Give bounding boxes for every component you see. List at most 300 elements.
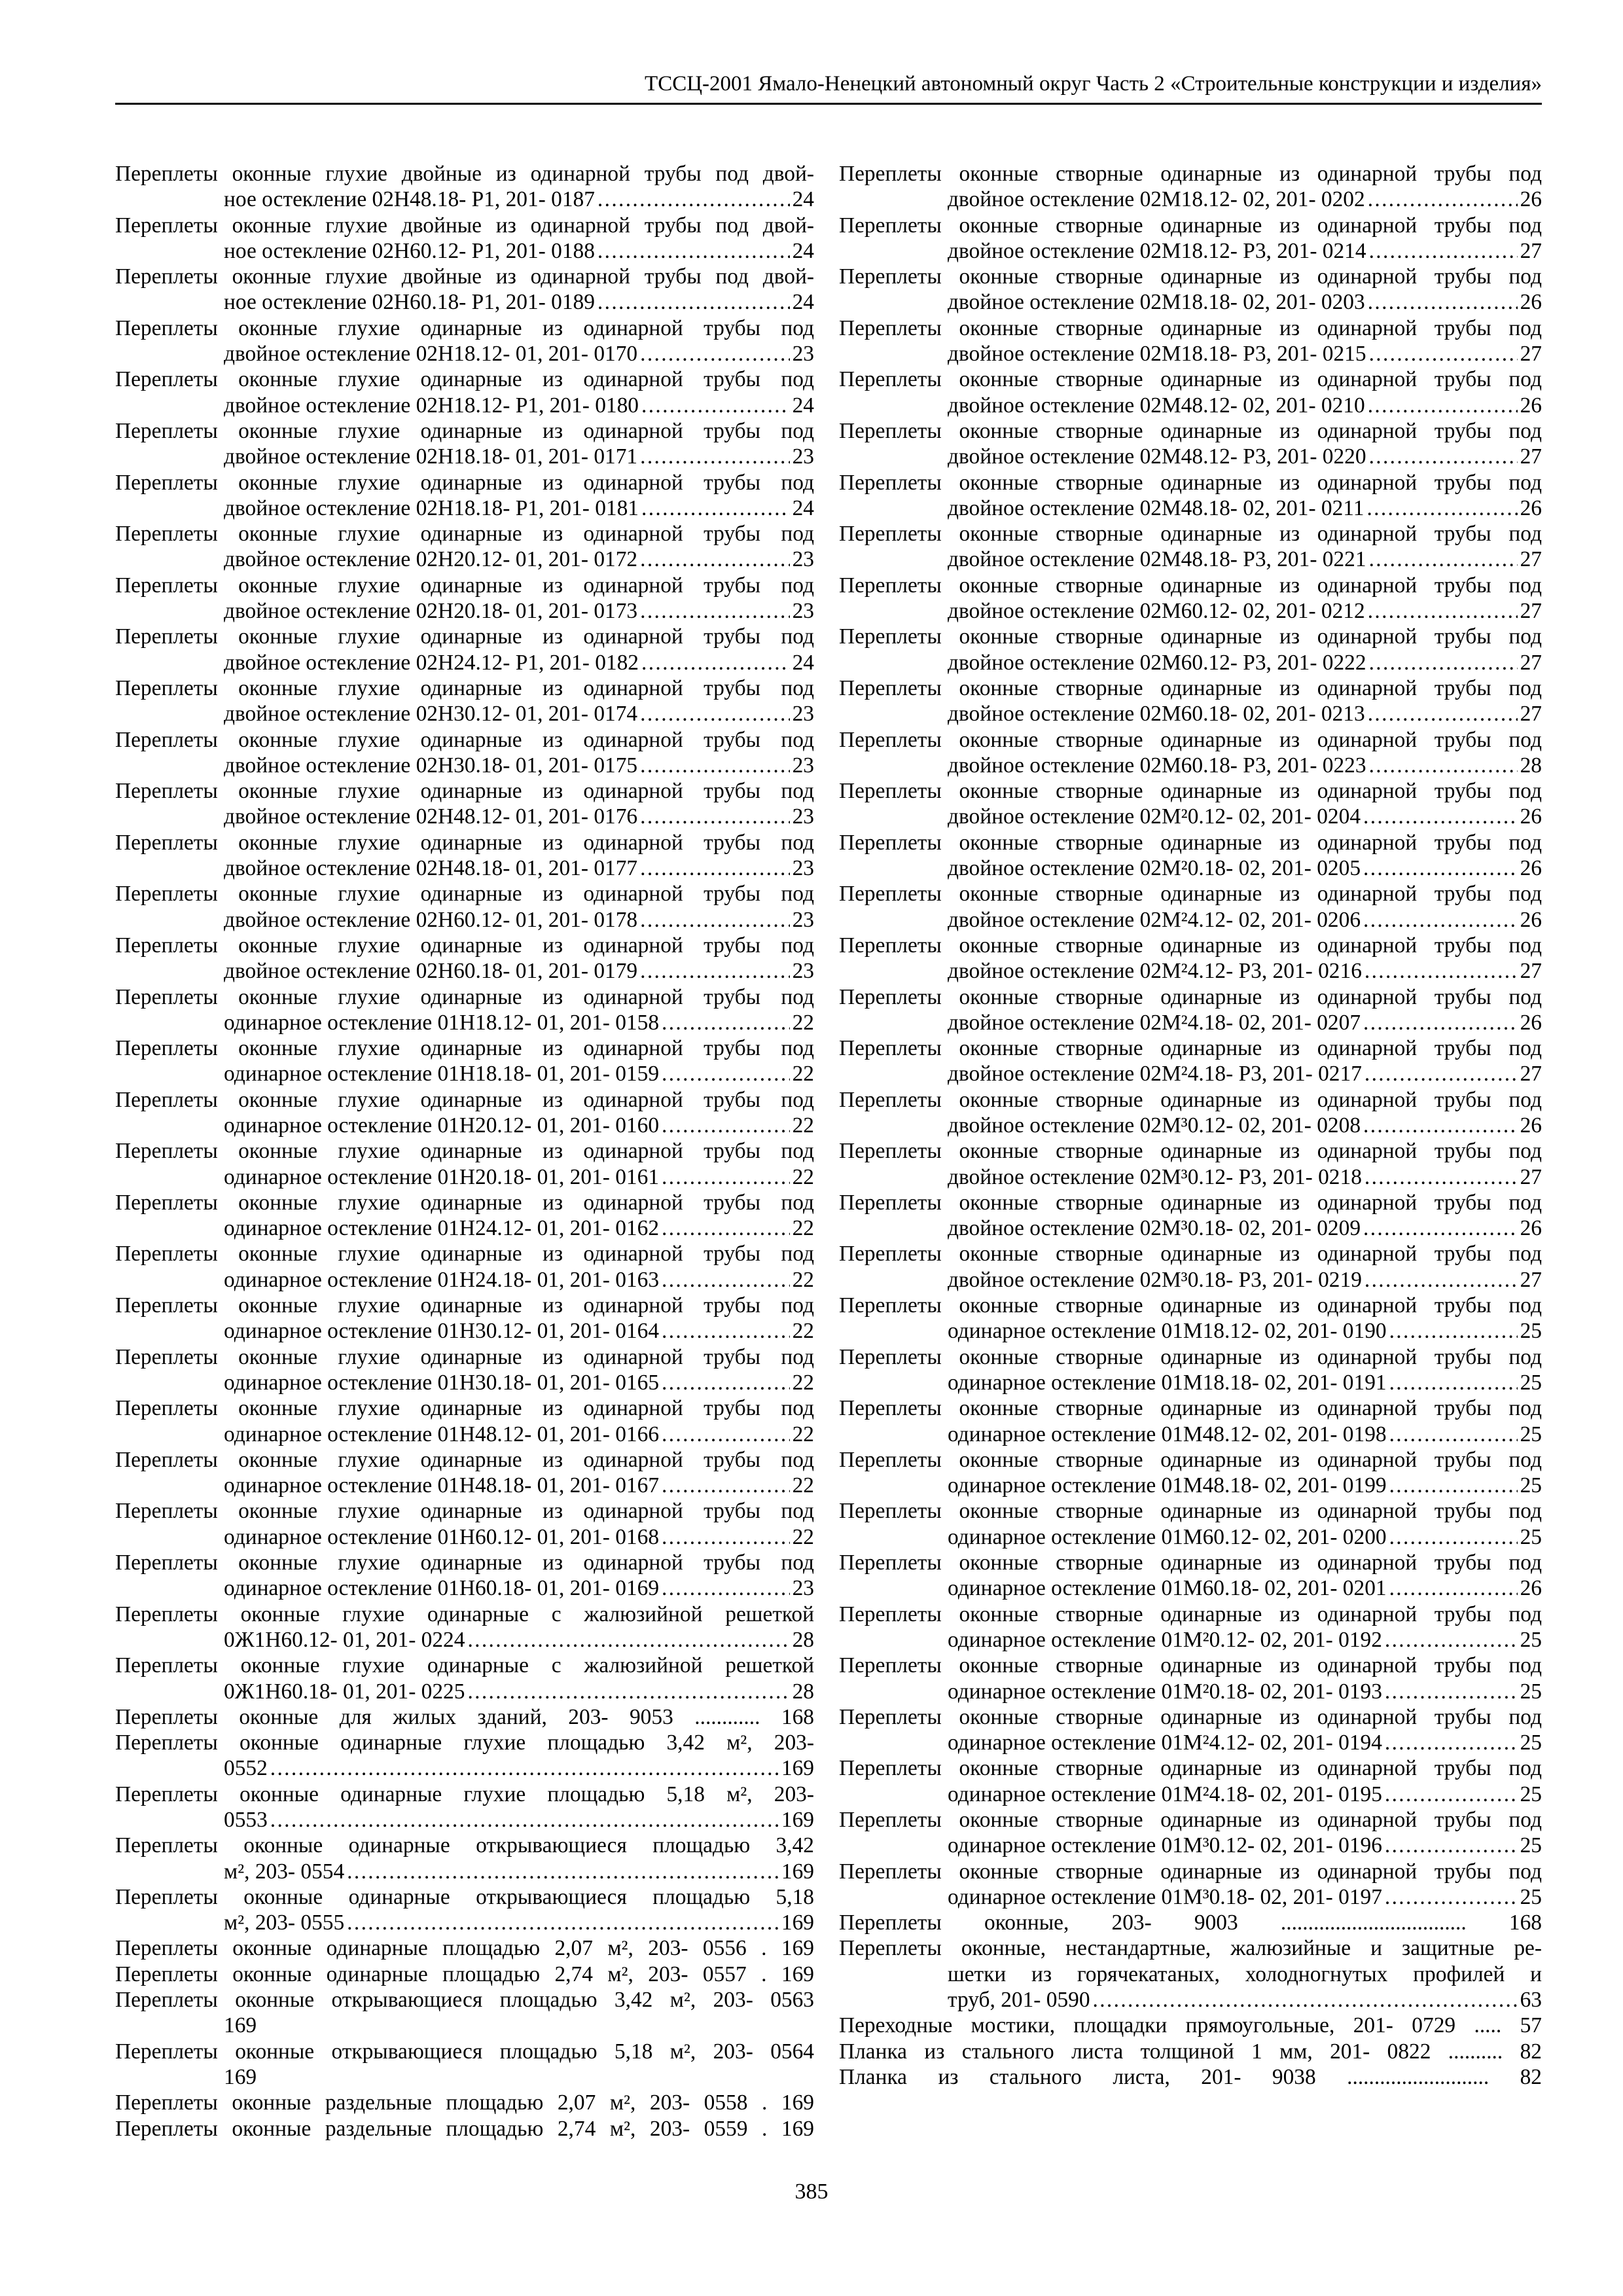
entry-text: Переплеты оконные глухие одинарные из одинарной трубы под <box>115 1499 814 1524</box>
entry-continuation <box>115 1575 814 1601</box>
page-reference: 22 <box>792 1267 814 1292</box>
page-reference: 27 <box>1520 238 1542 263</box>
entry-designation: двойное остекление 02Н24.12- Р1, 201- 0182 <box>224 650 639 675</box>
entry-text: Переплеты оконные створные одинарные из одинарной трубы под <box>839 470 1542 495</box>
page-reference: 23 <box>792 753 814 778</box>
entry-text: Переплеты оконные створные одинарные из одинарной трубы под <box>839 315 1542 340</box>
index-entry <box>839 1138 1542 1190</box>
entry-continuation <box>115 495 814 521</box>
index-entry <box>839 1190 1542 1242</box>
entry-designation: одинарное остекление 01Н30.18- 01, 201- 0165 <box>224 1370 660 1395</box>
index-entry <box>839 1807 1542 1859</box>
entry-text: Переплеты оконные глухие одинарные из одинарной трубы под <box>115 1293 814 1318</box>
entry-designation: одинарное остекление 01М³0.18- 02, 201- 0197 <box>948 1884 1382 1909</box>
index-entry <box>839 1653 1542 1704</box>
entry-text: Переплеты оконные глухие одинарные из одинарной трубы под <box>115 1036 814 1061</box>
page-reference: 63 <box>1520 1988 1542 2013</box>
dot-leader <box>640 907 789 933</box>
entry-text: Переплеты оконные глухие двойные из одинарной трубы под двой- <box>115 264 814 289</box>
entry-designation: м², 203- 0554 <box>224 1859 345 1884</box>
entry-designation: ное остекление 02Н48.18- Р1, 201- 0187 <box>224 187 595 212</box>
entry-continuation <box>839 1113 1542 1138</box>
entry-designation: одинарное остекление 01Н20.12- 01, 201- 0160 <box>224 1113 660 1138</box>
entry-text: Переплеты оконные створные одинарные из одинарной трубы под <box>839 1859 1542 1884</box>
page-reference: 26 <box>1520 495 1542 520</box>
entry-designation: двойное остекление 02Н18.18- Р1, 201- 0181 <box>224 495 639 520</box>
page-reference: 23 <box>792 804 814 829</box>
dot-leader <box>1366 495 1517 521</box>
entry-text: Переплеты оконные створные одинарные из одинарной трубы под <box>839 933 1542 958</box>
entry-text: Переплеты оконные створные одинарные из одинарной трубы под <box>839 1551 1542 1575</box>
index-entry <box>839 1602 1542 1653</box>
dot-leader <box>1389 1318 1518 1344</box>
entry-text: Переплеты оконные створные одинарные из одинарной трубы под <box>839 1396 1542 1421</box>
index-entry <box>839 624 1542 675</box>
index-entry <box>839 830 1542 882</box>
dot-leader <box>1368 598 1518 624</box>
entry-text: Переплеты оконные створные одинарные из одинарной трубы под <box>839 779 1542 804</box>
index-entry <box>839 573 1542 624</box>
entry-designation: ное остекление 02Н60.18- Р1, 201- 0189 <box>224 290 595 315</box>
entry-continuation <box>115 2013 814 2038</box>
entry-designation: двойное остекление 02М18.12- Р3, 201- 0214 <box>948 238 1366 263</box>
entry-designation: 0Ж1Н60.18- 01, 201- 0225 <box>224 1679 465 1704</box>
dot-leader <box>1389 1422 1518 1447</box>
page-reference: 23 <box>792 342 814 367</box>
index-entry <box>115 161 814 213</box>
entry-designation: 0552 <box>224 1756 268 1781</box>
page-reference: 25 <box>1520 1473 1542 1498</box>
entry-designation: одинарное остекление 01М60.18- 02, 201- 0201 <box>948 1576 1387 1601</box>
index-entry <box>115 1884 814 1936</box>
dot-leader <box>597 238 790 264</box>
entry-continuation <box>115 393 814 418</box>
running-header: ТССЦ-2001 Ямало-Ненецкий автономный округ Часть 2 «Строительные конструкции и изделия» <box>645 72 1542 96</box>
entry-continuation <box>839 238 1542 264</box>
dot-leader <box>640 958 789 984</box>
page-reference: 28 <box>792 1679 814 1704</box>
index-entry <box>115 1962 814 1987</box>
index-entry <box>115 1498 814 1550</box>
entry-continuation <box>839 1833 1542 1858</box>
index-entry <box>839 933 1542 984</box>
entry-continuation <box>115 598 814 624</box>
entry-text: Переплеты оконные створные одинарные из одинарной трубы под <box>839 1602 1542 1626</box>
entry-continuation <box>839 1422 1542 1447</box>
page-reference: 26 <box>1520 290 1542 315</box>
index-entry <box>839 161 1542 213</box>
dot-leader <box>1385 1627 1518 1653</box>
dot-leader <box>1364 958 1518 984</box>
page-number: 385 <box>794 2179 829 2204</box>
entry-continuation <box>115 1679 814 1704</box>
dot-leader <box>662 1575 790 1601</box>
entry-text: Переплеты оконные створные одинарные из одинарной трубы под <box>839 727 1542 752</box>
page-reference: 26 <box>1520 1010 1542 1035</box>
entry-designation: двойное остекление 02Н18.12- 01, 201- 0170 <box>224 342 638 367</box>
entry-continuation <box>115 1318 814 1344</box>
entry-designation: двойное остекление 02М18.12- 02, 201- 0202 <box>948 187 1365 212</box>
page-reference: 23 <box>792 907 814 932</box>
entry-text: Переплеты оконные, нестандартные, жалюзийные и защитные ре- <box>839 1936 1542 1961</box>
entry-text: Планка из стального листа, 201- 9038 .......................... 82 <box>839 2064 1542 2089</box>
dot-leader <box>1369 444 1518 469</box>
dot-leader <box>662 1215 790 1241</box>
entry-continuation <box>839 804 1542 829</box>
dot-leader <box>1363 1113 1518 1138</box>
entry-continuation <box>115 547 814 572</box>
index-entry <box>115 933 814 984</box>
page-reference: 26 <box>1520 1576 1542 1601</box>
entry-text: Переплеты оконные глухие одинарные из одинарной трубы под <box>115 367 814 392</box>
entry-text: Переплеты оконные одинарные глухие площадью 3,42 м², 203- <box>115 1731 814 1755</box>
dot-leader <box>1093 1987 1518 2013</box>
page-reference: 27 <box>1520 1267 1542 1292</box>
dot-leader <box>1369 547 1518 572</box>
dot-leader <box>662 1524 790 1550</box>
index-entry <box>839 1498 1542 1550</box>
entry-continuation <box>115 1524 814 1550</box>
page-reference: 22 <box>792 1164 814 1189</box>
dot-leader <box>1364 1061 1518 1086</box>
entry-designation: двойное остекление 02М²4.12- Р3, 201- 0216 <box>948 959 1362 984</box>
entry-text: Переплеты оконные створные одинарные из одинарной трубы под <box>839 522 1542 547</box>
index-entry <box>115 315 814 367</box>
entry-text: Переплеты оконные глухие двойные из одинарной трубы под двой- <box>115 162 814 186</box>
page-reference: 22 <box>792 1473 814 1498</box>
entry-text: Переплеты оконные глухие одинарные из одинарной трубы под <box>115 1139 814 1164</box>
dot-leader <box>597 289 790 315</box>
dot-leader <box>662 1061 790 1086</box>
entry-designation: одинарное остекление 01М³0.12- 02, 201- 0196 <box>948 1833 1382 1858</box>
dot-leader <box>1363 804 1518 829</box>
entry-designation: двойное остекление 02М²4.18- Р3, 201- 0217 <box>948 1062 1362 1086</box>
entry-text: Переплеты оконные глухие двойные из одинарной трубы под двой- <box>115 213 814 238</box>
entry-continuation <box>115 1267 814 1293</box>
index-entry <box>839 1755 1542 1807</box>
dot-leader <box>1389 1524 1518 1550</box>
entry-continuation <box>839 1884 1542 1910</box>
entry-designation: двойное остекление 02М³0.12- 02, 201- 0208 <box>948 1113 1361 1138</box>
page-reference: 27 <box>1520 1062 1542 1086</box>
dot-leader <box>1363 855 1518 881</box>
entry-text: Переплеты оконные глухие одинарные из одинарной трубы под <box>115 522 814 547</box>
page-reference: 27 <box>1520 444 1542 469</box>
entry-text: Переплеты оконные створные одинарные из одинарной трубы под <box>839 367 1542 392</box>
page-reference: 169 <box>781 1808 814 1832</box>
entry-continuation <box>115 804 814 829</box>
entry-continuation <box>115 907 814 933</box>
page-reference: 27 <box>1520 650 1542 675</box>
entry-text: Переплеты оконные глухие одинарные из одинарной трубы под <box>115 830 814 855</box>
entry-text: Переплеты оконные створные одинарные из одинарной трубы под <box>839 264 1542 289</box>
entry-continuation <box>115 855 814 881</box>
index-entry <box>115 2116 814 2142</box>
dot-leader <box>662 1370 790 1395</box>
index-entry <box>839 418 1542 470</box>
entry-designation: двойное остекление 02М18.18- 02, 201- 0203 <box>948 290 1365 315</box>
page-reference: 22 <box>792 1113 814 1138</box>
page-reference: 26 <box>1520 907 1542 932</box>
page-reference: 25 <box>1520 1524 1542 1549</box>
entry-text: Переплеты оконные глухие одинарные из одинарной трубы под <box>115 1087 814 1112</box>
entry-continuation <box>115 1061 814 1086</box>
entry-designation: одинарное остекление 01Н18.18- 01, 201- 0159 <box>224 1062 660 1086</box>
index-entry <box>115 830 814 882</box>
dot-leader <box>640 598 789 624</box>
index-entry <box>839 315 1542 367</box>
entry-text-continued: шетки из горячекатаных, холодногнутых профилей и <box>948 1962 1542 1986</box>
entry-continuation <box>115 1010 814 1035</box>
entry-text: Переплеты оконные открывающиеся площадью 5,18 м², 203- 0564 <box>115 2039 814 2064</box>
index-entry <box>115 1782 814 1833</box>
dot-leader <box>662 1473 790 1498</box>
entry-text: Переплеты оконные глухие одинарные из одинарной трубы под <box>115 675 814 700</box>
entry-designation: двойное остекление 02М60.18- 02, 201- 0213 <box>948 702 1365 726</box>
dot-leader <box>1385 1730 1518 1755</box>
entry-designation: двойное остекление 02М³0.18- 02, 201- 0209 <box>948 1216 1361 1241</box>
entry-text: Переплеты оконные створные одинарные из одинарной трубы под <box>839 624 1542 649</box>
entry-continuation <box>839 1730 1542 1755</box>
entry-text: Переплеты оконные створные одинарные из одинарной трубы под <box>839 1447 1542 1472</box>
dot-leader <box>640 701 789 726</box>
dot-leader <box>1368 393 1518 418</box>
entry-text: Переплеты оконные створные одинарные из одинарной трубы под <box>839 162 1542 186</box>
dot-leader <box>1363 1215 1518 1241</box>
dot-leader <box>1364 1267 1518 1293</box>
index-entry <box>115 984 814 1036</box>
entry-text: Переплеты оконные глухие одинарные из одинарной трубы под <box>115 882 814 906</box>
entry-continuation <box>839 1061 1542 1086</box>
entry-continuation <box>839 1215 1542 1241</box>
entry-text: Переплеты оконные створные одинарные из одинарной трубы под <box>839 213 1542 238</box>
entry-continuation <box>839 1164 1542 1190</box>
entry-text: Переплеты оконные глухие одинарные из одинарной трубы под <box>115 779 814 804</box>
entry-continuation <box>839 598 1542 624</box>
index-entry <box>839 984 1542 1036</box>
entry-text: Планка из стального листа толщиной 1 мм, 201- 0822 .......... 82 <box>839 2039 1542 2064</box>
page-reference: 24 <box>792 393 814 418</box>
page-reference: 27 <box>1520 342 1542 367</box>
dot-leader <box>347 1859 779 1884</box>
entry-text: Переплеты оконные створные одинарные из одинарной трубы под <box>839 984 1542 1009</box>
index-entry <box>115 264 814 315</box>
entry-continuation <box>839 1010 1542 1035</box>
page-reference: 22 <box>792 1524 814 1549</box>
dot-leader <box>1368 701 1518 726</box>
entry-designation: двойное остекление 02М³0.18- Р3, 201- 0219 <box>948 1267 1362 1292</box>
entry-text: Переплеты оконные для жилых зданий, 203- 9053 ............ 168 <box>115 1704 814 1729</box>
entry-text: Переплеты оконные створные одинарные из одинарной трубы под <box>839 830 1542 855</box>
dot-leader <box>467 1679 789 1704</box>
entry-continuation <box>839 1318 1542 1344</box>
dot-leader <box>662 1010 790 1035</box>
entry-text: Переплеты оконные глухие одинарные с жалюзийной решеткой <box>115 1653 814 1678</box>
dot-leader <box>1385 1782 1518 1807</box>
entry-designation: двойное остекление 02М²4.18- 02, 201- 0207 <box>948 1010 1361 1035</box>
page-reference: 26 <box>1520 856 1542 881</box>
entry-designation: двойное остекление 02М18.18- Р3, 201- 0215 <box>948 342 1366 367</box>
page-reference: 26 <box>1520 1113 1542 1138</box>
entry-designation: двойное остекление 02Н60.12- 01, 201- 0178 <box>224 907 638 932</box>
entry-designation: двойное остекление 02Н30.12- 01, 201- 0174 <box>224 702 638 726</box>
entry-designation: двойное остекление 02М60.18- Р3, 201- 0223 <box>948 753 1366 778</box>
entry-text: Переплеты оконные одинарные открывающиеся площадью 5,18 <box>115 1884 814 1909</box>
dot-leader <box>1363 907 1518 933</box>
page-reference: 26 <box>1520 804 1542 829</box>
entry-designation: двойное остекление 02М48.18- 02, 201- 0211 <box>948 495 1364 520</box>
dot-leader <box>1389 1370 1518 1395</box>
index-entry <box>115 521 814 573</box>
index-entry <box>115 1087 814 1139</box>
dot-leader <box>597 187 790 212</box>
index-entry <box>115 1987 814 2039</box>
entry-continuation <box>115 1215 814 1241</box>
entry-designation: двойное остекление 02Н18.12- Р1, 201- 0180 <box>224 393 639 418</box>
entry-continuation <box>115 238 814 264</box>
entry-continuation <box>115 341 814 367</box>
entry-designation: 0553 <box>224 1808 268 1832</box>
entry-designation: двойное остекление 02Н48.18- 01, 201- 0177 <box>224 856 638 881</box>
entry-continuation <box>839 1370 1542 1395</box>
page-reference: 26 <box>1520 393 1542 418</box>
entry-text: Переплеты оконные створные одинарные из одинарной трубы под <box>839 1242 1542 1266</box>
entry-designation: двойное остекление 02Н18.18- 01, 201- 0171 <box>224 444 638 469</box>
entry-designation: одинарное остекление 01М²0.12- 02, 201- 0192 <box>948 1627 1382 1652</box>
index-entry <box>115 1602 814 1653</box>
entry-designation: 169 <box>224 2013 257 2038</box>
index-entry <box>115 573 814 624</box>
page-reference: 22 <box>792 1062 814 1086</box>
entry-text: Переплеты оконные глухие одинарные с жалюзийной решеткой <box>115 1602 814 1626</box>
entry-text: Переплеты оконные, 203- 9003 .................................. 168 <box>839 1910 1542 1935</box>
page-reference: 25 <box>1520 1627 1542 1652</box>
dot-leader <box>641 393 790 418</box>
entry-continuation <box>839 701 1542 726</box>
entry-continuation <box>839 855 1542 881</box>
entry-continuation <box>839 650 1542 675</box>
entry-continuation <box>839 1524 1542 1550</box>
page-reference: 23 <box>792 702 814 726</box>
dot-leader <box>347 1910 779 1935</box>
index-entry <box>839 1704 1542 1756</box>
entry-text: Переплеты оконные глухие одинарные из одинарной трубы под <box>115 1396 814 1421</box>
page-reference: 169 <box>781 1756 814 1781</box>
dot-leader <box>1364 1164 1518 1190</box>
entry-text: Переплеты оконные глухие одинарные из одинарной трубы под <box>115 1190 814 1215</box>
entry-text: Переплеты оконные створные одинарные из одинарной трубы под <box>839 1344 1542 1369</box>
entry-designation: одинарное остекление 01Н24.18- 01, 201- 0163 <box>224 1267 660 1292</box>
entry-designation: 0Ж1Н60.12- 01, 201- 0224 <box>224 1627 465 1652</box>
entry-continuation <box>839 753 1542 778</box>
entry-continuation <box>115 1473 814 1498</box>
index-entry <box>115 1190 814 1242</box>
entry-designation: труб, 201- 0590 <box>948 1988 1090 2013</box>
dot-leader <box>662 1113 790 1138</box>
entry-continuation <box>115 1755 814 1781</box>
index-entry <box>115 778 814 830</box>
index-entry <box>115 1653 814 1704</box>
entry-text: Переплеты оконные глухие одинарные из одинарной трубы под <box>115 1447 814 1472</box>
entry-text: Переплеты оконные створные одинарные из одинарной трубы под <box>839 1036 1542 1061</box>
dot-leader <box>1369 341 1518 367</box>
header-rule <box>115 103 1542 105</box>
page-reference: 27 <box>1520 959 1542 984</box>
index-entry <box>115 1447 814 1499</box>
page-reference: 24 <box>792 187 814 212</box>
dot-leader <box>1385 1679 1518 1704</box>
entry-designation: одинарное остекление 01М48.18- 02, 201- 0199 <box>948 1473 1387 1498</box>
entry-designation: одинарное остекление 01Н18.12- 01, 201- 0158 <box>224 1010 660 1035</box>
index-entry <box>115 1138 814 1190</box>
index-entry <box>839 367 1542 418</box>
page-reference: 27 <box>1520 547 1542 572</box>
entry-text: Переплеты оконные раздельные площадью 2,07 м², 203- 0558 . 169 <box>115 2090 814 2115</box>
entry-designation: двойное остекление 02Н20.18- 01, 201- 0173 <box>224 599 638 624</box>
entry-designation: двойное остекление 02М³0.12- Р3, 201- 0218 <box>948 1164 1362 1189</box>
dot-leader <box>640 804 789 829</box>
index-entry <box>115 2090 814 2115</box>
entry-text: Переплеты оконные створные одинарные из одинарной трубы под <box>839 1653 1542 1678</box>
index-entry <box>839 1087 1542 1139</box>
dot-leader <box>1389 1575 1518 1601</box>
page-reference: 23 <box>792 856 814 881</box>
entry-continuation <box>839 289 1542 315</box>
entry-text: Переплеты оконные створные одинарные из одинарной трубы под <box>839 1704 1542 1729</box>
dot-leader <box>1368 289 1518 315</box>
entry-text: Переплеты оконные створные одинарные из одинарной трубы под <box>839 1139 1542 1164</box>
dot-leader <box>1369 753 1518 778</box>
page-reference: 27 <box>1520 702 1542 726</box>
page-reference: 169 <box>781 1910 814 1935</box>
entry-designation: одинарное остекление 01М²4.12- 02, 201- 0194 <box>948 1731 1382 1755</box>
page-reference: 22 <box>792 1010 814 1035</box>
index-column-left <box>115 161 814 2142</box>
entry-text: Переплеты оконные глухие одинарные из одинарной трубы под <box>115 624 814 649</box>
entry-designation: одинарное остекление 01М²4.18- 02, 201- 0195 <box>948 1782 1382 1806</box>
entry-text: Переплеты оконные створные одинарные из одинарной трубы под <box>839 1499 1542 1524</box>
index-entry <box>839 675 1542 727</box>
dot-leader <box>270 1807 779 1833</box>
index-entry <box>115 1241 814 1293</box>
dot-leader <box>640 547 789 572</box>
page-reference: 169 <box>781 1859 814 1884</box>
entry-continuation <box>115 701 814 726</box>
entry-designation: двойное остекление 02М²0.12- 02, 201- 0204 <box>948 804 1361 829</box>
entry-continuation <box>839 187 1542 212</box>
entry-designation: двойное остекление 02Н20.12- 01, 201- 0172 <box>224 547 638 572</box>
index-entry <box>839 1241 1542 1293</box>
dot-leader <box>270 1755 779 1781</box>
entry-text: Переплеты оконные глухие одинарные из одинарной трубы под <box>115 1551 814 1575</box>
index-entry <box>839 1935 1542 2013</box>
dot-leader <box>467 1627 789 1653</box>
page-reference: 24 <box>792 495 814 520</box>
entry-designation: двойное остекление 02М48.12- Р3, 201- 0220 <box>948 444 1366 469</box>
entry-designation: двойное остекление 02М48.18- Р3, 201- 0221 <box>948 547 1366 572</box>
index-entry <box>839 1395 1542 1447</box>
entry-continuation <box>839 1782 1542 1807</box>
entry-continuation <box>839 1575 1542 1601</box>
entry-designation: двойное остекление 02М48.12- 02, 201- 0210 <box>948 393 1365 418</box>
entry-continuation <box>115 650 814 675</box>
dot-leader <box>1385 1833 1518 1858</box>
entry-designation: одинарное остекление 01М18.12- 02, 201- 0190 <box>948 1319 1387 1344</box>
entry-text: Переплеты оконные одинарные площадью 2,07 м², 203- 0556 . 169 <box>115 1936 814 1961</box>
entry-text: Переплеты оконные створные одинарные из одинарной трубы под <box>839 1756 1542 1781</box>
entry-continuation <box>839 444 1542 469</box>
entry-text: Переплеты оконные створные одинарные из одинарной трубы под <box>839 573 1542 598</box>
